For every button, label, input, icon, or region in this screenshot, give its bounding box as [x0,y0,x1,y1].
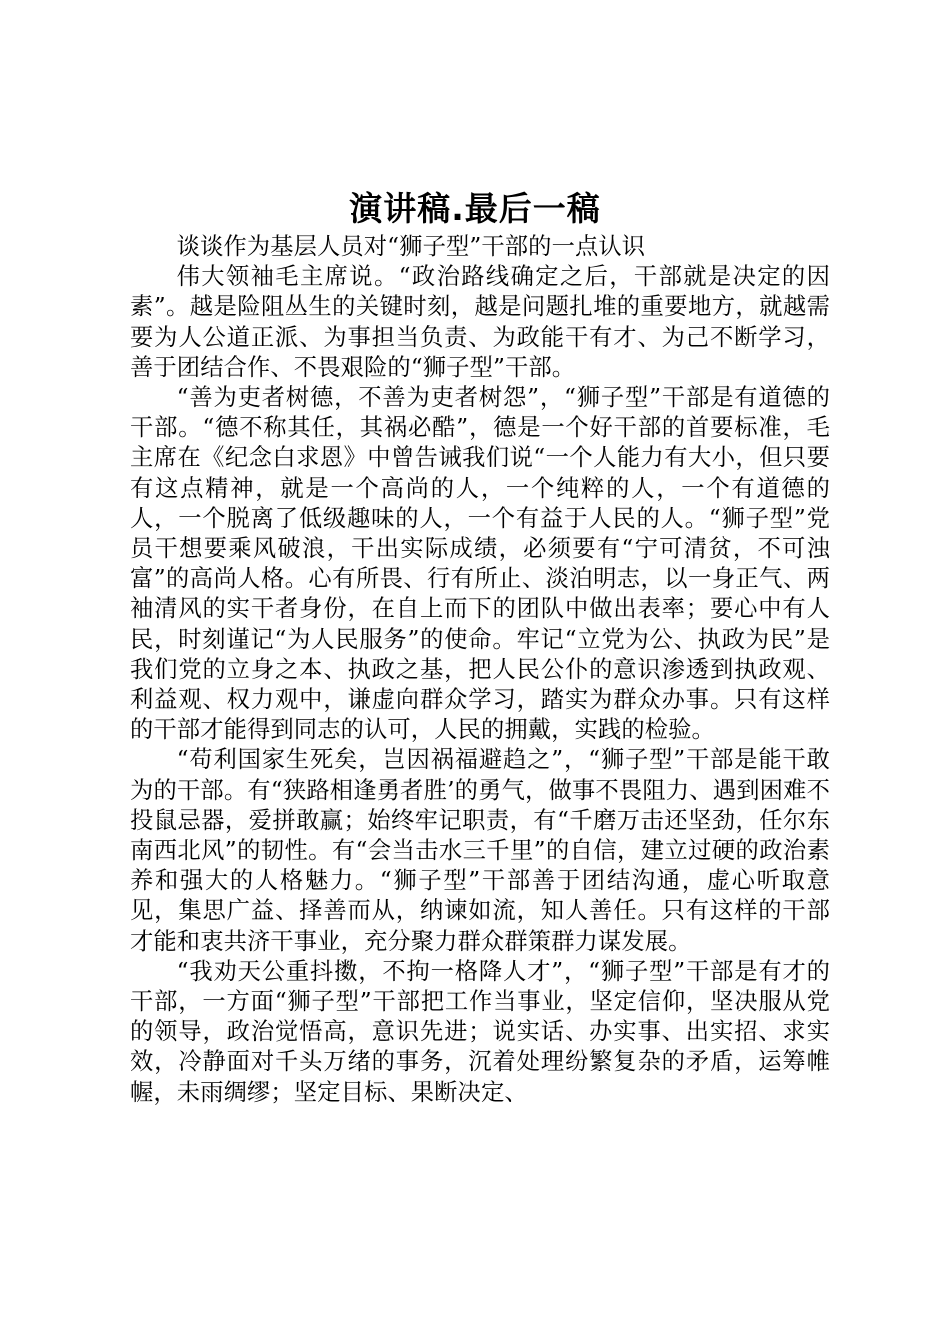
document-title: 演讲稿.最后一稿 [349,189,601,228]
document-body [130,232,830,1108]
paragraph: “苟利国家生死矣，岂因祸福避趋之”，“狮子型”干部是能干敢为的干部。有“狭路相逢勇者胜’的勇气，做事不畏阻力、遇到困难不投鼠忌器，爱拼敢赢；始终牢记职责，有“千磨万击还坚劲，任尔东南西北风”的韧性。有“会当击水三千里”的自信，建立过硬的政治素养和强大的人格魅力。“狮子型”干部善于团结沟通，虚心听取意见，集思广益、择善而从，纳谏如流，知人善任。只有这样的干部才能和衷共济干事业，充分聚力群众群策群力谋发展。 [130,746,830,955]
paragraph: 伟大领袖毛主席说。“政治路线确定之后，干部就是决定的因素”。越是险阻丛生的关键时刻，越是问题扎堆的重要地方，就越需要为人公道正派、为事担当负责、为政能干有才、为己不断学习，善于团结合作、不畏艰险的“狮子型”干部。 [130,263,830,381]
paragraph: “善为吏者树德，不善为吏者树怨”，“狮子型”干部是有道德的干部。“德不称其任，其祸必酷”，德是一个好干部的首要标准，毛主席在《纪念白求恩》中曾告诫我们说“一个人能力有大小，但只要有这点精神，就是一个高尚的人，一个纯粹的人，一个有道德的人，一个脱离了低级趣味的人，一个有益于人民的人。“狮子型”党员干想要乘风破浪，干出实际成绩，必须要有“宁可清贫，不可浊富”的高尚人格。心有所畏、行有所止、淡泊明志，以一身正气、两袖清风的实干者身份，在自上而下的团队中做出表率；要心中有人民，时刻谨记“为人民服务”的使命。牢记“立党为公、执政为民”是我们党的立身之本、执政之基，把人民公仆的意识渗透到执政观、利益观、权力观中，谦虚向群众学习，踏实为群众办事。只有这样的干部才能得到同志的认可，人民的拥戴，实践的检验。 [130,384,830,744]
paragraph: “我劝天公重抖擞，不拘一格降人才”，“狮子型”干部是有才的干部，一方面“狮子型”干部把工作当事业，坚定信仰，坚决服从党的领导，政治觉悟高，意识先进；说实话、办实事、出实招、求实效，冷静面对千头万绪的事务，沉着处理纷繁复杂的矛盾，运筹帷幄，未雨绸缪；坚定目标、果断决定、 [130,957,830,1106]
document-subtitle: 谈谈作为基层人员对“狮子型”干部的一点认识 [176,233,646,260]
